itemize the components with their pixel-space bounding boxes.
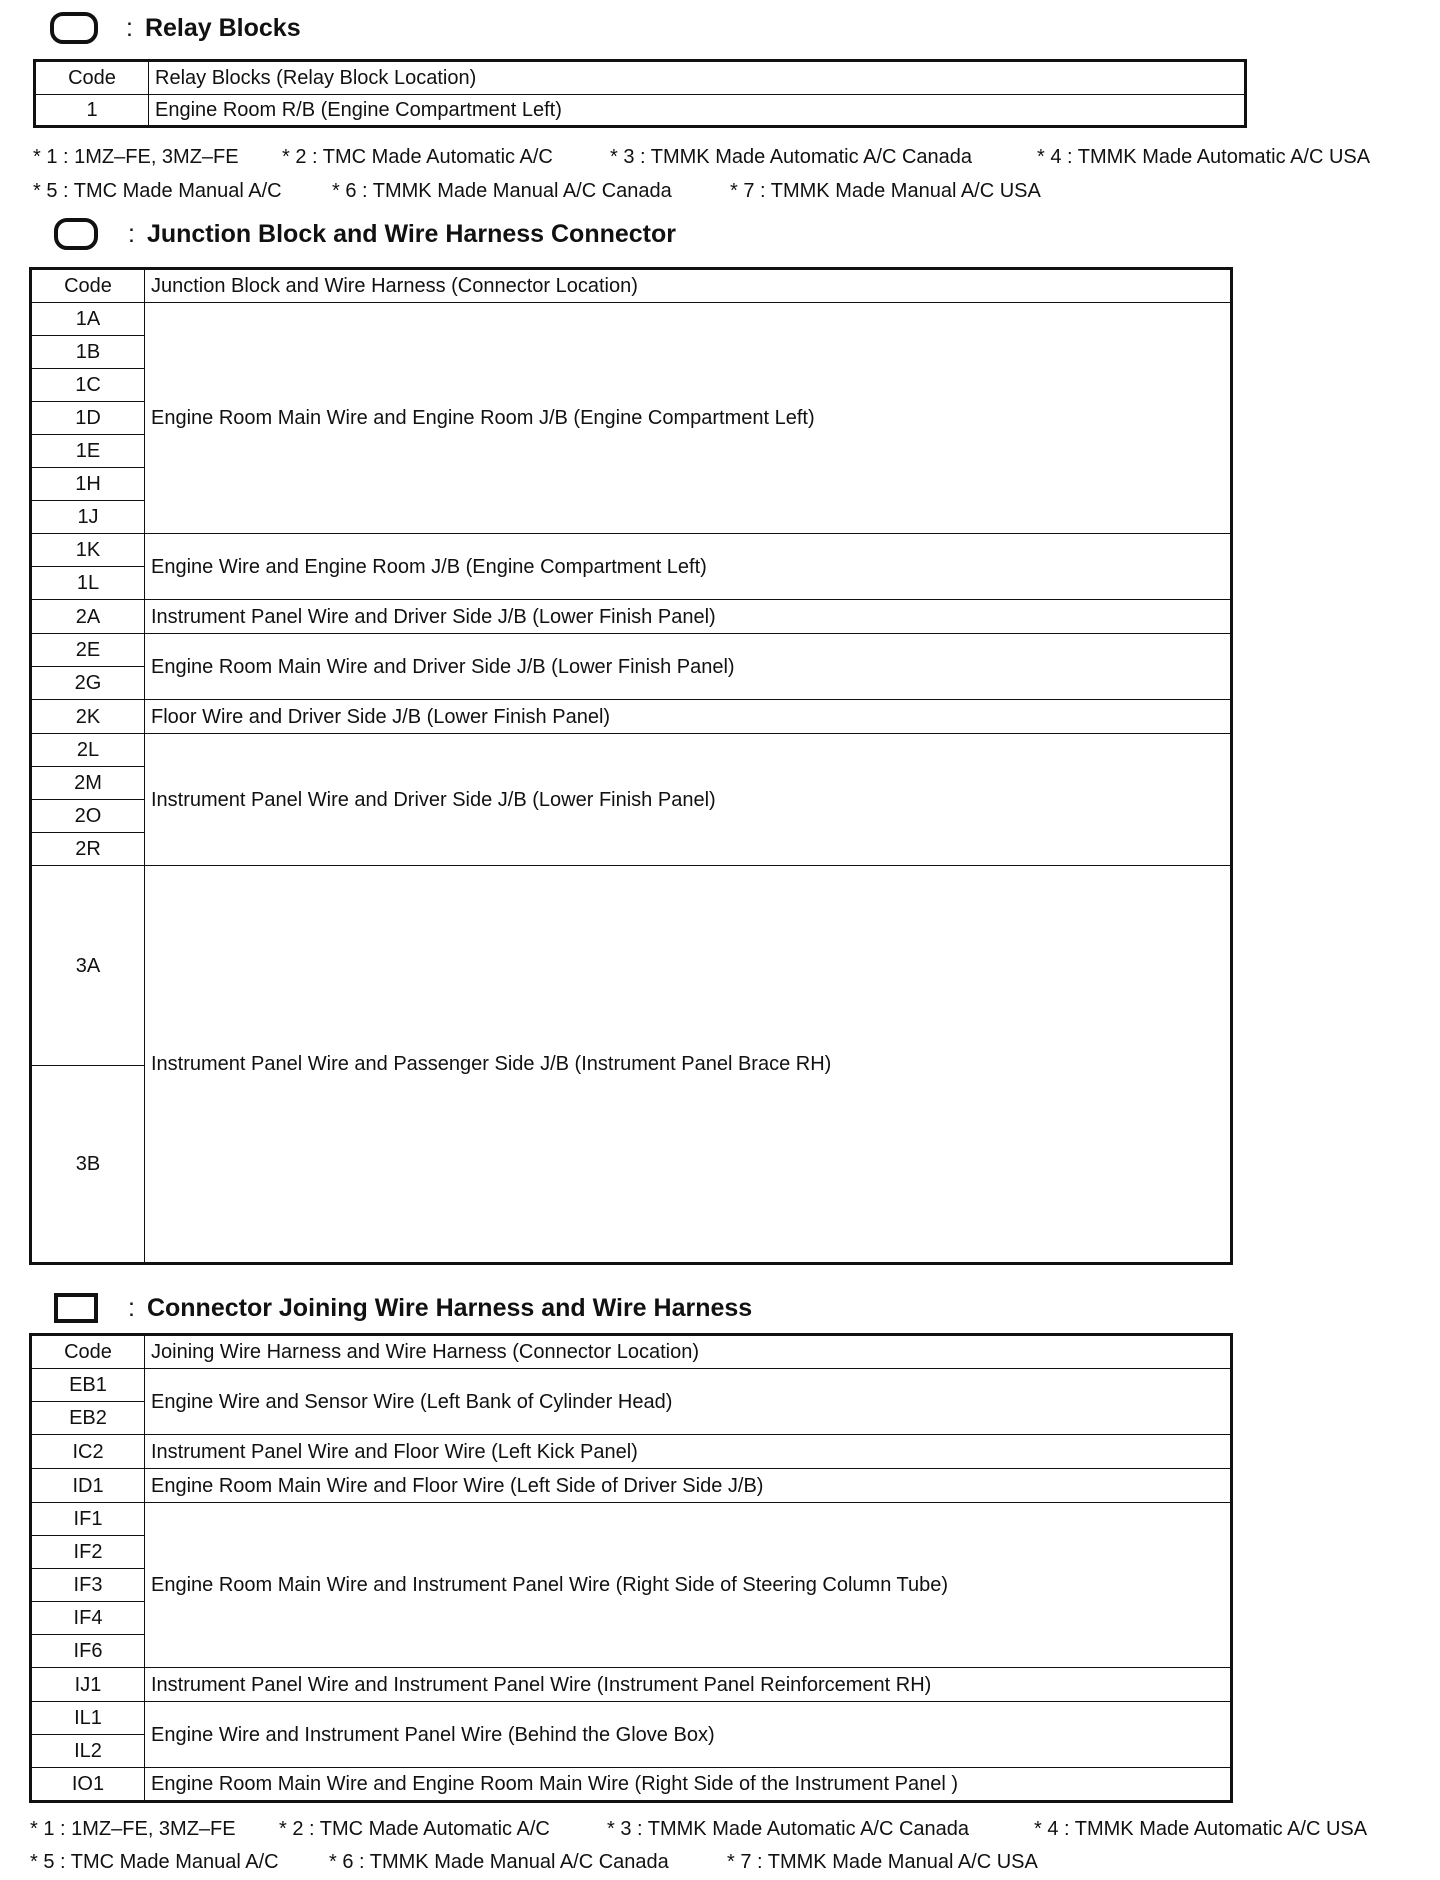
connector-code-cell: IF2 (31, 1536, 145, 1569)
junction-header-desc: Junction Block and Wire Harness (Connector Location) (145, 269, 1232, 303)
junction-code-cell: 1D (31, 402, 145, 435)
junction-row (31, 534, 1232, 567)
junction-code-cell: 3A (31, 866, 145, 1066)
junction-code-cell: 1A (31, 303, 145, 336)
connector-code-cell: IL1 (31, 1702, 145, 1735)
note-3-bottom: * 3 : TMMK Made Automatic A/C Canada (607, 1818, 970, 1840)
connector-row (31, 1369, 1232, 1402)
relay-header-desc: Relay Blocks (Relay Block Location) (149, 61, 1246, 95)
connector-code-cell: IF3 (31, 1569, 145, 1602)
connector-code-cell: IO1 (31, 1768, 145, 1802)
note-2: * 2 : TMC Made Automatic A/C (282, 146, 553, 168)
relay-block-symbol (50, 12, 98, 44)
junction-block-symbol (54, 218, 98, 250)
connector-section-title (54, 1290, 752, 1326)
connector-code-cell: EB1 (31, 1369, 145, 1402)
junction-code-cell: 1K (31, 534, 145, 567)
junction-code-cell: 2G (31, 667, 145, 700)
connector-header-code: Code (31, 1335, 145, 1369)
junction-code-cell: 2K (31, 700, 145, 734)
junction-code-cell: 1L (31, 567, 145, 600)
note-3: * 3 : TMMK Made Automatic A/C Canada (610, 146, 973, 168)
note-6-bottom: * 6 : TMMK Made Manual A/C Canada (329, 1851, 669, 1873)
note-5: * 5 : TMC Made Manual A/C (33, 180, 282, 202)
junction-location-cell: Floor Wire and Driver Side J/B (Lower Finish Panel) (145, 700, 1232, 734)
junction-row (31, 734, 1232, 767)
junction-code-cell: 1B (31, 336, 145, 369)
junction-code-cell: 1H (31, 468, 145, 501)
junction-location-cell: Instrument Panel Wire and Driver Side J/B (Lower Finish Panel) (145, 734, 1232, 866)
connector-code-cell: IC2 (31, 1435, 145, 1469)
connector-code-cell: IF1 (31, 1503, 145, 1536)
junction-location-cell: Instrument Panel Wire and Driver Side J/B (Lower Finish Panel) (145, 600, 1232, 634)
connector-code-cell: ID1 (31, 1469, 145, 1503)
note-7: * 7 : TMMK Made Manual A/C USA (730, 180, 1041, 202)
junction-location-cell: Engine Room Main Wire and Engine Room J/B (Engine Compartment Left) (145, 303, 1232, 534)
junction-code-cell: 2E (31, 634, 145, 667)
junction-section-title (54, 216, 676, 252)
connector-code-cell: EB2 (31, 1402, 145, 1435)
junction-location-cell: Engine Wire and Engine Room J/B (Engine Compartment Left) (145, 534, 1232, 600)
connector-table (29, 1333, 1233, 1803)
junction-code-cell: 1E (31, 435, 145, 468)
junction-code-cell: 2L (31, 734, 145, 767)
junction-location-cell: Engine Room Main Wire and Driver Side J/B (Lower Finish Panel) (145, 634, 1232, 700)
connector-row (31, 1503, 1232, 1536)
note-6: * 6 : TMMK Made Manual A/C Canada (332, 180, 672, 202)
connector-location-cell: Engine Wire and Instrument Panel Wire (Behind the Glove Box) (145, 1702, 1232, 1768)
connector-location-cell: Engine Room Main Wire and Floor Wire (Left Side of Driver Side J/B) (145, 1469, 1232, 1503)
junction-code-cell: 1J (31, 501, 145, 534)
relay-title-text: Relay Blocks (144, 13, 301, 42)
connector-location-cell: Engine Room Main Wire and Engine Room Main Wire (Right Side of the Instrument Panel ) (145, 1768, 1232, 1802)
junction-row (31, 634, 1232, 667)
connector-row (31, 1702, 1232, 1735)
note-4-bottom: * 4 : TMMK Made Automatic A/C USA (1034, 1818, 1368, 1840)
junction-header-code: Code (31, 269, 145, 303)
note-4: * 4 : TMMK Made Automatic A/C USA (1037, 146, 1371, 168)
junction-title-colon: : (128, 219, 135, 248)
note-1: * 1 : 1MZ–FE, 3MZ–FE (33, 146, 239, 168)
relay-row-desc: Engine Room R/B (Engine Compartment Left) (149, 95, 1246, 127)
junction-title-text: Junction Block and Wire Harness Connector (146, 219, 676, 248)
connector-location-cell: Engine Wire and Sensor Wire (Left Bank of Cylinder Head) (145, 1369, 1232, 1435)
connector-code-cell: IF6 (31, 1635, 145, 1668)
relay-row-code: 1 (35, 95, 149, 127)
note-7-bottom: * 7 : TMMK Made Manual A/C USA (727, 1851, 1038, 1873)
junction-code-cell: 2R (31, 833, 145, 866)
connector-location-cell: Instrument Panel Wire and Floor Wire (Left Kick Panel) (145, 1435, 1232, 1469)
connector-symbol (54, 1293, 98, 1323)
connector-header-desc: Joining Wire Harness and Wire Harness (Connector Location) (145, 1335, 1232, 1369)
connector-row (31, 1469, 1232, 1503)
relay-title-colon: : (126, 13, 133, 42)
connector-title-colon: : (128, 1293, 135, 1322)
connector-code-cell: IJ1 (31, 1668, 145, 1702)
junction-table (29, 267, 1233, 1265)
relay-header-code: Code (35, 61, 149, 95)
connector-location-cell: Engine Room Main Wire and Instrument Panel Wire (Right Side of Steering Column Tube) (145, 1503, 1232, 1668)
relay-table (33, 59, 1247, 128)
junction-code-cell: 2O (31, 800, 145, 833)
note-5-bottom: * 5 : TMC Made Manual A/C (30, 1851, 279, 1873)
connector-location-cell: Instrument Panel Wire and Instrument Panel Wire (Instrument Panel Reinforcement RH) (145, 1668, 1232, 1702)
junction-code-cell: 2M (31, 767, 145, 800)
junction-row (31, 866, 1232, 1066)
connector-title-text: Connector Joining Wire Harness and Wire Harness (146, 1293, 753, 1322)
relay-section-title (50, 10, 301, 46)
connector-row (31, 1435, 1232, 1469)
connector-row (31, 1768, 1232, 1802)
junction-row (31, 600, 1232, 634)
connector-row (31, 1668, 1232, 1702)
junction-location-cell: Instrument Panel Wire and Passenger Side J/B (Instrument Panel Brace RH) (145, 866, 1232, 1264)
junction-code-cell: 2A (31, 600, 145, 634)
junction-code-cell: 3B (31, 1066, 145, 1264)
note-1-bottom: * 1 : 1MZ–FE, 3MZ–FE (30, 1818, 236, 1840)
connector-code-cell: IL2 (31, 1735, 145, 1768)
junction-row (31, 700, 1232, 734)
junction-code-cell: 1C (31, 369, 145, 402)
junction-row (31, 303, 1232, 336)
note-2-bottom: * 2 : TMC Made Automatic A/C (279, 1818, 550, 1840)
connector-code-cell: IF4 (31, 1602, 145, 1635)
